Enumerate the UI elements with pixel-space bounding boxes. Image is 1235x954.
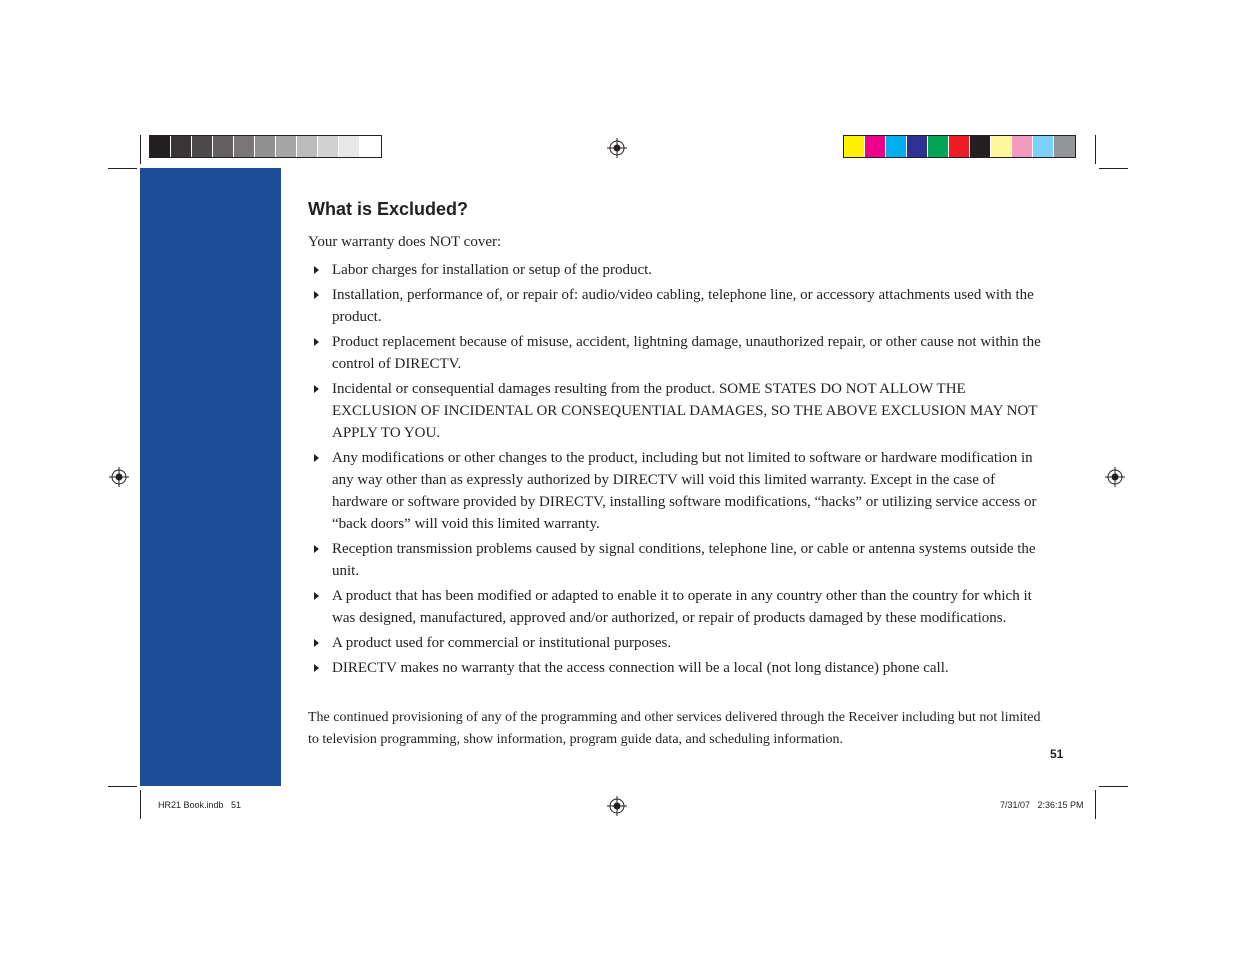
list-item	[308, 378, 1048, 444]
slug-timestamp: 7/31/07 2:36:15 PM	[1000, 800, 1084, 810]
color-swatch	[928, 136, 949, 157]
triangle-bullet-icon	[314, 592, 319, 600]
color-swatch	[255, 136, 276, 157]
registration-mark-icon	[1105, 467, 1125, 487]
list-item	[308, 538, 1048, 582]
list-item	[308, 447, 1048, 535]
slug-file-info: HR21 Book.indb 51	[158, 800, 242, 810]
list-item	[308, 259, 1048, 281]
color-swatch	[907, 136, 928, 157]
crop-mark	[1095, 790, 1096, 819]
crop-mark	[1095, 135, 1096, 164]
list-item-text: A product used for commercial or institutional purposes.	[332, 635, 672, 651]
registration-mark-icon	[607, 796, 627, 816]
list-item-text: A product that has been modified or adapted to enable it to operate in any country other than the country for which it was designed, manufactured, approved and/or authorized, or repair of products damaged by these modifications.	[332, 588, 1032, 626]
list-item	[308, 657, 1048, 679]
color-swatch	[886, 136, 907, 157]
triangle-bullet-icon	[314, 664, 319, 672]
list-item-text: DIRECTV makes no warranty that the access connection will be a local (not long distance) phone call.	[332, 660, 949, 676]
grayscale-color-bar	[149, 135, 382, 158]
color-swatch	[1054, 136, 1075, 157]
color-swatch	[192, 136, 213, 157]
color-swatch	[318, 136, 339, 157]
color-swatch	[234, 136, 255, 157]
registration-mark-icon	[109, 467, 129, 487]
intro-text: Your warranty does NOT cover:	[308, 234, 502, 250]
exclusions-list	[308, 259, 1048, 682]
triangle-bullet-icon	[314, 545, 319, 553]
color-swatch	[276, 136, 297, 157]
list-item-text: Labor charges for installation or setup of the product.	[332, 262, 653, 278]
crop-mark	[1099, 168, 1128, 169]
side-color-band	[140, 168, 281, 786]
color-swatch	[844, 136, 865, 157]
color-swatch	[297, 136, 318, 157]
section-heading: What is Excluded?	[308, 199, 469, 219]
color-swatch	[865, 136, 886, 157]
color-swatch	[1012, 136, 1033, 157]
triangle-bullet-icon	[314, 454, 319, 462]
color-swatch	[213, 136, 234, 157]
list-item-text: Installation, performance of, or repair of: audio/video cabling, telephone line, or accessory attachments used with the product.	[332, 287, 1034, 325]
color-swatch	[1033, 136, 1054, 157]
crop-mark	[108, 168, 137, 169]
triangle-bullet-icon	[314, 266, 319, 274]
crop-mark	[1099, 786, 1128, 787]
list-item	[308, 585, 1048, 629]
color-swatch	[360, 136, 381, 157]
process-color-bar	[843, 135, 1076, 158]
triangle-bullet-icon	[314, 338, 319, 346]
list-item	[308, 284, 1048, 328]
color-swatch	[339, 136, 360, 157]
page-number: 51	[1050, 747, 1064, 761]
list-item-text: Any modifications or other changes to the product, including but not limited to software or hardware modification in any way other than as expressly authorized by DIRECTV will void this limited warranty. Except in the case of hardware or software provided by DIRECTV, installing software modifications, “hacks” or utilizing service access or “back doors” will void this limited warranty.	[332, 450, 1037, 532]
color-swatch	[949, 136, 970, 157]
registration-mark-icon	[607, 138, 627, 158]
color-swatch	[970, 136, 991, 157]
list-item-text: Reception transmission problems caused by signal conditions, telephone line, or cable or antenna systems outside the unit.	[332, 541, 1036, 579]
crop-mark	[140, 790, 141, 819]
list-item	[308, 632, 1048, 654]
color-swatch	[991, 136, 1012, 157]
list-item-text: Incidental or consequential damages resulting from the product. SOME STATES DO NOT ALLOW THE EXCLUSION OF INCIDENTAL OR CONSEQUENTIAL DAMAGES, SO THE ABOVE EXCLUSION MAY NOT APPLY TO YOU.	[332, 381, 1038, 441]
crop-mark	[108, 786, 137, 787]
list-item	[308, 331, 1048, 375]
list-item-text: Product replacement because of misuse, accident, lightning damage, unauthorized repair, or other cause not within the control of DIRECTV.	[332, 334, 1041, 372]
triangle-bullet-icon	[314, 385, 319, 393]
triangle-bullet-icon	[314, 291, 319, 299]
triangle-bullet-icon	[314, 639, 319, 647]
color-swatch	[150, 136, 171, 157]
color-swatch	[171, 136, 192, 157]
crop-mark	[140, 135, 141, 164]
closing-paragraph: The continued provisioning of any of the programming and other services delivered through the Receiver including but not limited to television programming, show information, program guide data, and scheduling information.	[308, 710, 1041, 747]
